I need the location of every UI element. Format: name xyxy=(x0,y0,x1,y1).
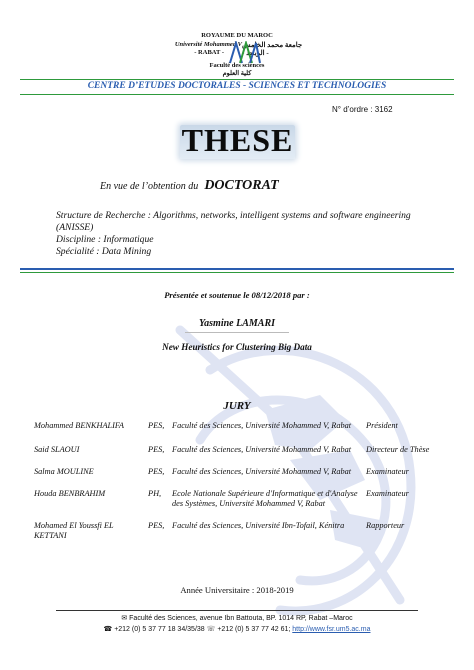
specialty: Spécialité : Data Mining xyxy=(56,246,152,257)
fax-icon: ☏ xyxy=(206,626,218,633)
jury-grade: PES, xyxy=(148,467,165,476)
footer-fax: +212 (0) 5 37 77 42 61; xyxy=(217,626,291,633)
thesis-title: New Heuristics for Clustering Big Data xyxy=(162,342,312,352)
header-rule-top xyxy=(20,79,454,80)
footer-website-link[interactable]: http://www.fsr.um5.ac.ma xyxy=(292,626,371,633)
kingdom-label: ROYAUME DU MAROC xyxy=(201,32,273,39)
doctoral-center-title: CENTRE D’ETUDES DOCTORALES - SCIENCES ET TECHNOLOGIES xyxy=(87,81,387,91)
jury-grade: PES, xyxy=(148,421,165,430)
jury-affiliation: Ecole Nationale Supérieure d'Informatique et d'Analyse des Systèmes, Université Mohammed V, Rabat xyxy=(172,489,358,508)
jury-name: Mohamed El Youssfi EL KETTANI xyxy=(34,521,114,540)
faculty-name: Faculté des sciences xyxy=(209,62,265,69)
jury-role: Examinateur xyxy=(366,467,409,476)
university-name-fr xyxy=(92,32,242,57)
jury-name: Salma MOULINE xyxy=(34,467,94,476)
jury-affiliation: Faculté des Sciences, Université Ibn-Tofail, Kénitra xyxy=(172,521,345,530)
jury-name: Houda BENBRAHIM xyxy=(34,489,106,498)
jury-affiliation: Faculté des Sciences, Université Mohammed V, Rabat xyxy=(172,445,352,454)
research-structure: Structure de Recherche : Algorithms, networks, intelligent systems and software engineering (ANISSE) xyxy=(56,210,411,233)
university-name-arabic: جامعة محمد الخامس xyxy=(242,41,303,49)
city-label-arabic: - الرباط - xyxy=(242,49,269,57)
mail-icon: ✉ xyxy=(121,615,130,622)
jury-name: Said SLAOUI xyxy=(34,445,80,454)
university-name: Université Mohammed V xyxy=(174,41,242,48)
degree-intro: En vue de l’obtention du xyxy=(100,181,199,192)
faculty-block xyxy=(160,62,314,78)
jury-grade: PH, xyxy=(148,489,162,498)
footer-address: Faculté des Sciences, avenue Ibn Battouta, BP. 1014 RP, Rabat –Maroc xyxy=(129,615,353,622)
degree-name: DOCTORAT xyxy=(204,178,279,193)
jury-name: Mohammed BENKHALIFA xyxy=(34,421,124,430)
author-name: Yasmine LAMARI xyxy=(198,318,276,329)
degree-line xyxy=(100,178,400,194)
jury-heading: JURY xyxy=(223,400,251,412)
jury-role: Examinateur xyxy=(366,489,409,498)
jury-role: Directeur de Thèse xyxy=(366,445,430,454)
jury-affiliation: Faculté des Sciences, Université Mohammed V, Rabat xyxy=(172,421,352,430)
details-rule-green xyxy=(20,272,454,273)
header-rule-bottom xyxy=(20,94,454,95)
jury-affiliation: Faculté des Sciences, Université Mohammed V, Rabat xyxy=(172,467,352,476)
details-rule-blue xyxy=(20,268,454,270)
footer-phone: +212 (0) 5 37 77 18 34/35/38 xyxy=(114,626,205,633)
jury-grade: PES, xyxy=(148,521,165,530)
discipline: Discipline : Informatique xyxy=(56,234,154,245)
footer-rule xyxy=(56,610,418,611)
footer-address-line xyxy=(40,614,434,622)
faculty-name-arabic: كلية العلوم xyxy=(222,70,252,77)
city-label: - RABAT - xyxy=(194,49,224,56)
author-underline xyxy=(185,332,289,333)
jury-role: Rapporteur xyxy=(366,521,405,530)
jury-grade: PES, xyxy=(148,445,165,454)
these-title: THESE xyxy=(181,122,294,158)
academic-year: Année Universitaire : 2018-2019 xyxy=(180,585,294,595)
phone-icon: ☎ xyxy=(103,626,115,633)
order-number: N° d’ordre : 3162 xyxy=(332,105,393,114)
thesis-details xyxy=(56,210,444,258)
footer-contact-line xyxy=(40,625,434,633)
jury-role: Président xyxy=(366,421,398,430)
defense-date: Présentée et soutenue le 08/12/2018 par : xyxy=(164,290,310,300)
